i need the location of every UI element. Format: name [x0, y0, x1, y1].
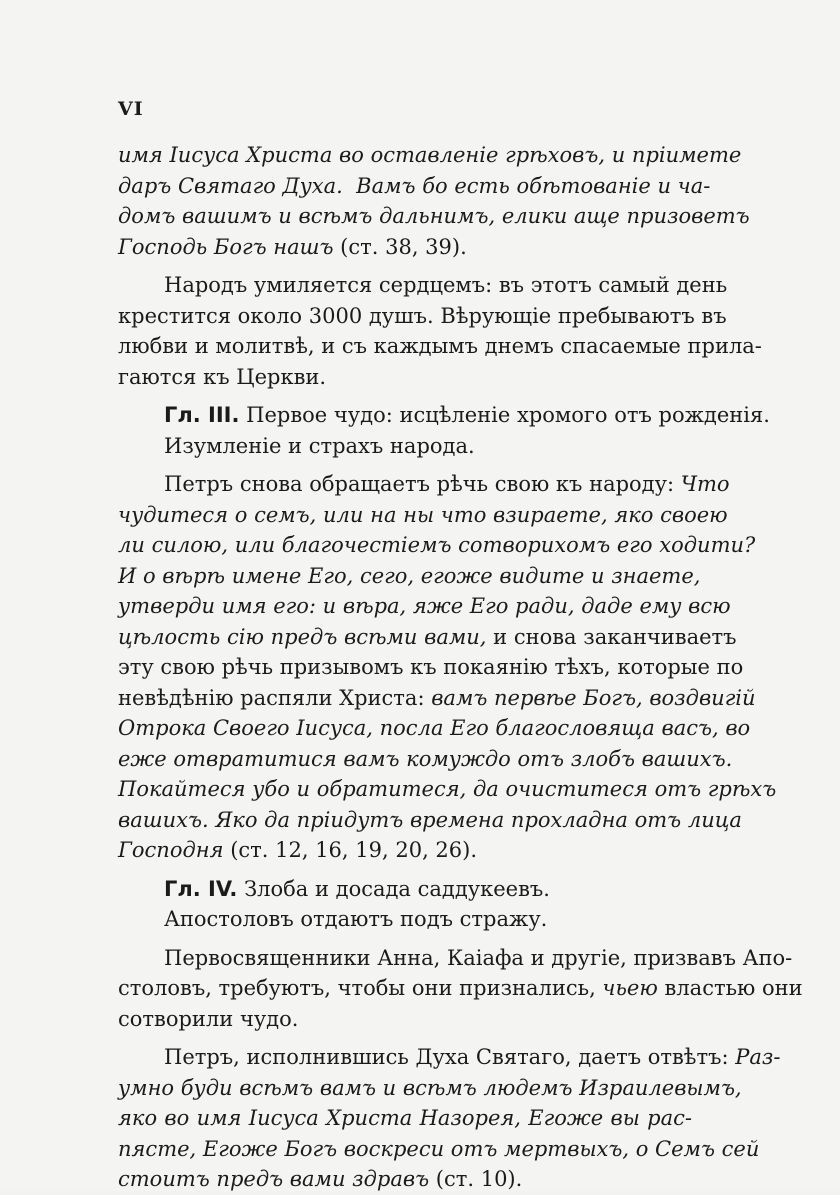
- text-line: невѣдѣнію распяли Христа:: [118, 685, 432, 710]
- chapter-4-heading: [118, 874, 692, 935]
- text-line: властью они: [657, 976, 803, 1000]
- text-line: Народъ умиляется сердцемъ: въ этотъ самый день: [164, 273, 728, 297]
- text-line: эту свою рѣчь призывомъ къ покаянію тѣхъ, которые по: [118, 655, 744, 679]
- paragraph-peter-speech: [118, 469, 777, 866]
- text-line: и снова заканчиваетъ: [486, 624, 737, 649]
- scripture-quote: Вамъ бо есть обѣтованіе и ча-: [356, 173, 711, 198]
- verse-reference: (ст. 12, 16, 19, 20, 26).: [223, 838, 478, 862]
- scripture-quote: И о вѣрѣ имене Его, сего, егоже видите и знаете,: [118, 563, 701, 588]
- chapter-summary-line2: Апостоловъ отдаютъ подъ стражу.: [164, 907, 548, 931]
- chapter-label: Гл. IV.: [164, 876, 238, 901]
- scripture-quote: вашихъ. Яко да пріидутъ времена прохладна отъ лица: [118, 807, 742, 832]
- scripture-quote: Раз-: [735, 1045, 781, 1069]
- text-line: столовъ, требуютъ, чтобы они признались,: [118, 976, 603, 1000]
- paragraph-peter-answer: [118, 1042, 781, 1195]
- paragraph-baptism: [118, 270, 762, 392]
- text-line: любви и молитвѣ, и съ каждымъ днемъ спасаемые прила-: [118, 334, 762, 358]
- verse-reference: (ст. 10).: [429, 1167, 523, 1191]
- scripture-quote: яко во имя Іисуса Христа Назорея, Егоже вы рас-: [118, 1106, 692, 1130]
- page-body: [118, 140, 803, 1195]
- scripture-quote: чудитеся о семъ, или на ны что взираете, яко своею: [118, 502, 728, 527]
- page-number: VI: [118, 98, 144, 120]
- scripture-quote: умно буди всѣмъ вамъ и всѣмъ людемъ Израилевымъ,: [118, 1075, 742, 1100]
- scripture-quote: домъ вашимъ и всѣмъ дальнимъ, елики аще призоветъ: [118, 204, 750, 228]
- paragraph-high-priests: [118, 943, 803, 1035]
- text-line: Петръ снова обращаетъ рѣчь свою къ народу:: [164, 472, 681, 496]
- text-line: Первосвященники Анна, Каіафа и другіе, призвавъ Апо-: [164, 945, 793, 970]
- scripture-quote: стоитъ предъ вами здравъ: [118, 1167, 430, 1191]
- scripture-quote: Что: [680, 472, 730, 496]
- scripture-quote: пясте, Егоже Богъ воскреси отъ мертвыхъ, о Семъ сей: [118, 1136, 760, 1161]
- scripture-quote: Господня: [118, 838, 224, 862]
- scripture-quote: даръ Святаго Духа.: [118, 173, 343, 198]
- paragraph-peter-sermon-end: [118, 140, 750, 262]
- scripture-quote: Покайтеся убо и обратитеся, да очиститеся отъ грѣхъ: [118, 777, 777, 801]
- chapter-3-heading: [118, 400, 770, 461]
- chapter-summary: Злоба и досада саддукеевъ.: [237, 876, 550, 901]
- text-line: сотворили чудо.: [118, 1006, 299, 1031]
- scripture-quote: еже отвратитися вамъ комуждо отъ злобъ вашихъ.: [118, 746, 733, 771]
- chapter-summary-line2: Изумленіе и страхъ народа.: [164, 433, 475, 458]
- emphasis-word: чьею: [602, 976, 658, 1000]
- text-line: Петръ, исполнившись Духа Святаго, даетъ отвѣтъ:: [164, 1045, 736, 1069]
- scripture-quote: Отрока Своего Іисуса, посла Его благословяща васъ, во: [118, 716, 751, 740]
- scripture-quote: утверди имя его: и вѣра, яже Его ради, даде ему всю: [118, 594, 731, 618]
- text-line: крестится около 3000 душъ. Вѣрующіе пребываютъ въ: [118, 303, 727, 328]
- scripture-quote: Господь Богъ нашъ: [118, 234, 334, 259]
- scripture-quote: вамъ первѣе Богъ, воздвигій: [431, 685, 756, 710]
- chapter-label: Гл. III.: [164, 403, 240, 427]
- verse-reference: (ст. 38, 39).: [333, 234, 467, 259]
- text-line: гаются къ Церкви.: [118, 364, 327, 389]
- scripture-quote: цѣлость сію предъ всѣми вами,: [118, 624, 487, 649]
- scripture-quote: имя Іисуса Христа во оставленіе грѣховъ, и пріимете: [118, 143, 742, 167]
- chapter-summary: Первое чудо: исцѣленіе хромого отъ рожденія.: [239, 403, 770, 427]
- scripture-quote: ли силою, или благочестіемъ сотворихомъ его ходити?: [118, 533, 756, 557]
